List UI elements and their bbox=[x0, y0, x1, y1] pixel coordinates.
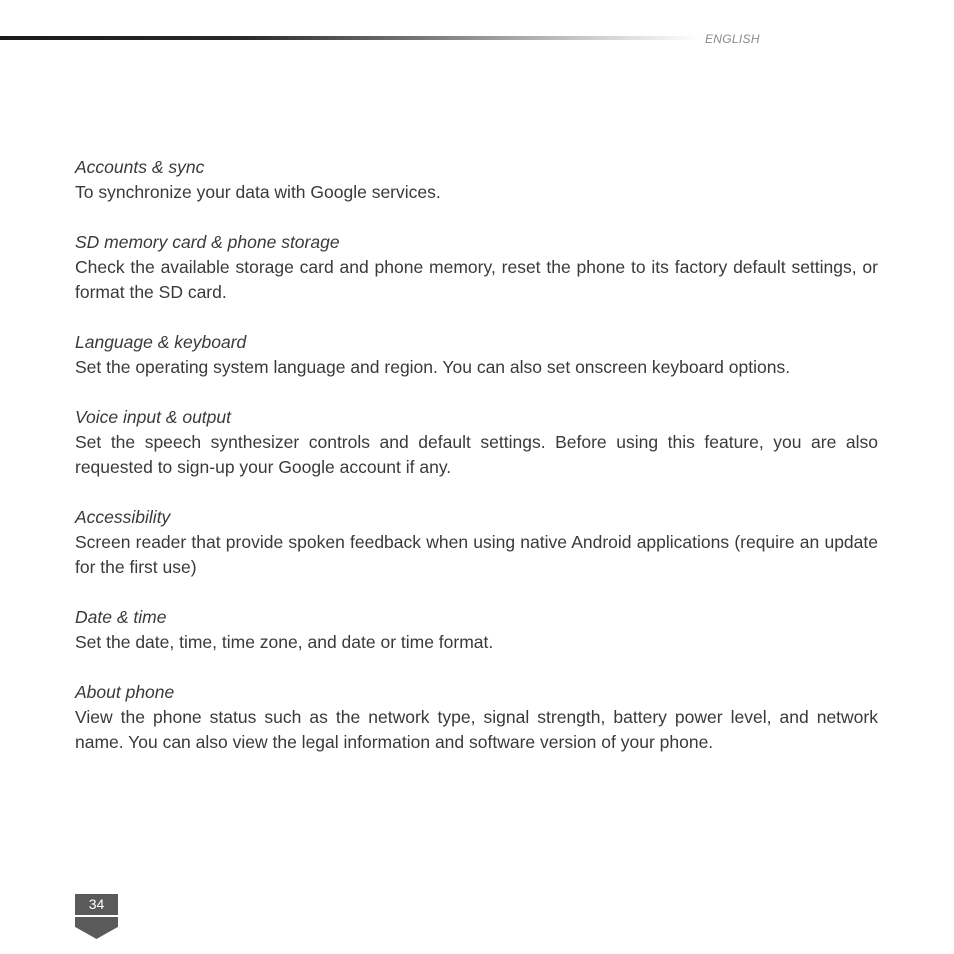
chevron-down-icon bbox=[75, 917, 118, 939]
section-about-phone bbox=[75, 680, 878, 755]
section-body: Set the speech synthesizer controls and default settings. Before using this feature, you are also requested to sign-up your Google account if any. bbox=[75, 432, 878, 477]
section-body: Screen reader that provide spoken feedback when using native Android applications (require an update for the first use) bbox=[75, 532, 878, 577]
header-rule bbox=[0, 36, 700, 40]
section-title: Date & time bbox=[75, 607, 167, 627]
section-title: About phone bbox=[75, 682, 175, 702]
page-content bbox=[75, 155, 878, 780]
section-body: Set the operating system language and region. You can also set onscreen keyboard options. bbox=[75, 357, 791, 377]
section-body: To synchronize your data with Google services. bbox=[75, 182, 441, 202]
section-body: View the phone status such as the network type, signal strength, battery power level, and network name. You can also view the legal information and software version of your phone. bbox=[75, 707, 878, 752]
section-date-time bbox=[75, 605, 878, 655]
page-number: 34 bbox=[75, 894, 118, 915]
section-title: Accounts & sync bbox=[75, 157, 205, 177]
page-number-badge bbox=[75, 894, 118, 939]
section-body: Set the date, time, time zone, and date or time format. bbox=[75, 632, 494, 652]
section-sd-storage bbox=[75, 230, 878, 305]
section-title: SD memory card & phone storage bbox=[75, 232, 340, 252]
language-label: ENGLISH bbox=[705, 32, 760, 46]
section-accounts-sync bbox=[75, 155, 878, 205]
section-voice-input-output bbox=[75, 405, 878, 480]
section-title: Language & keyboard bbox=[75, 332, 247, 352]
section-title: Accessibility bbox=[75, 507, 171, 527]
section-title: Voice input & output bbox=[75, 407, 231, 427]
section-language-keyboard bbox=[75, 330, 878, 380]
section-body: Check the available storage card and phone memory, reset the phone to its factory default settings, or format the SD card. bbox=[75, 257, 878, 302]
section-accessibility bbox=[75, 505, 878, 580]
